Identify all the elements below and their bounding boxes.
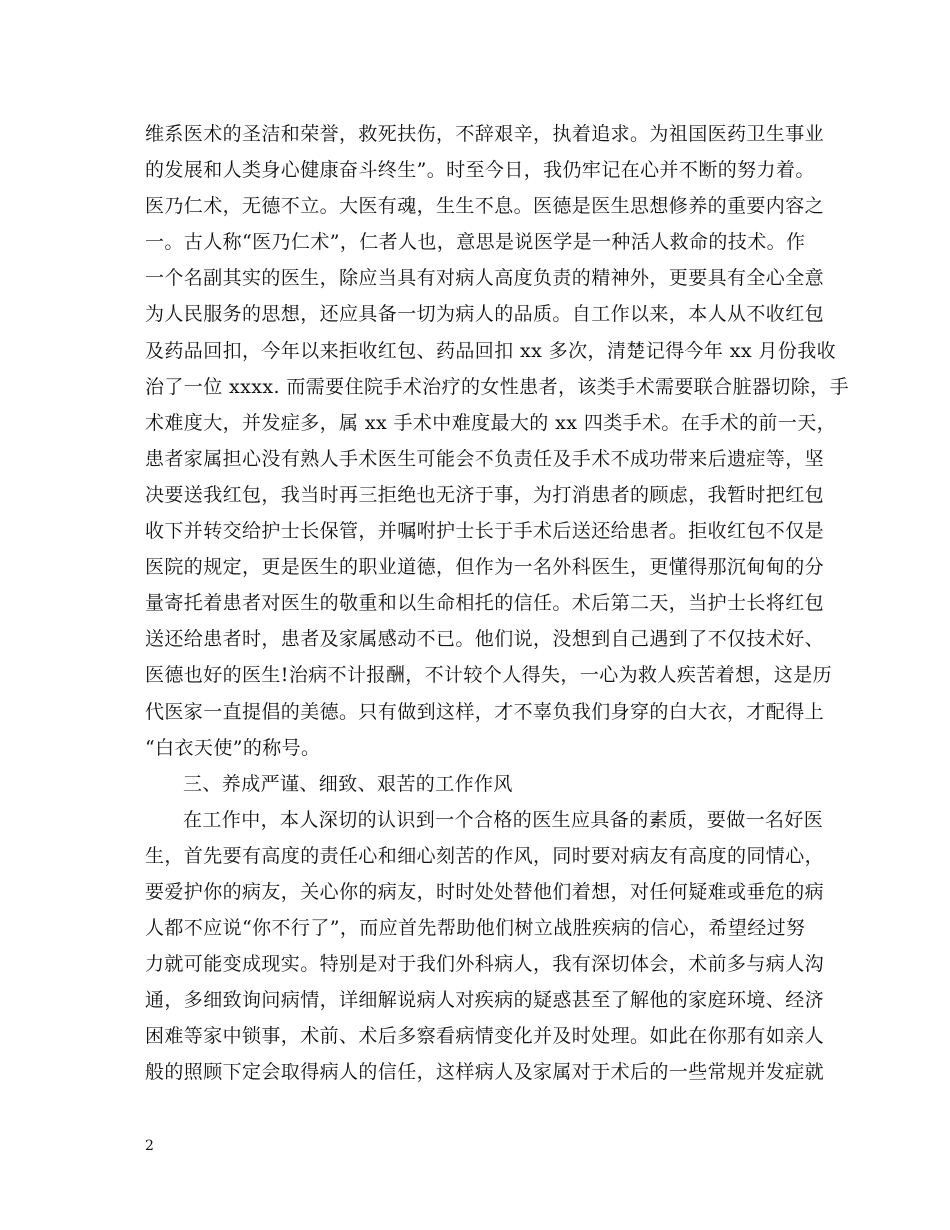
text-line: 维系医术的圣洁和荣誉，救死扶伤，不辞艰辛，执着追求。为祖国医药卫生事业 [145,123,825,145]
text-line: 医乃仁术，无德不立。大医有魂，生生不息。医德是医生思想修养的重要内容之 [145,195,825,218]
body-text [145,116,849,1091]
text-line: 在工作中，本人深切的认识到一个合格的医生应具备的素质，要做一名好医 [183,808,824,831]
text-line: 量寄托着患者对医生的敬重和以生命相托的信任。术后第二天，当护士长将红包 [145,592,825,615]
section-heading: 三、养成严谨、细致、艰苦的工作作风 [183,772,513,795]
text-line: 困难等家中锁事，术前、术后多察看病情变化并及时处理。如此在你那有如亲人 [145,1025,825,1048]
text-line: 生，首先要有高度的责任心和细心刻苦的作风，同时要对病友有高度的同情心， [145,844,825,867]
text-line: 的发展和人类身心健康奋斗终生”。时至今日，我仍牢记在心并不断的努力着。 [145,159,815,182]
text-line: 医德也好的医生!治病不计报酬，不计较个人得失，一心为救人疾苦着想，这是历 [145,664,833,687]
text-line: 通，多细致询问病情，详细解说病人对疾病的疑惑甚至了解他的家庭环境、经济 [145,989,825,1012]
text-line: 治了一位 xxxx. 而需要住院手术治疗的女性患者，该类手术需要联合脏器切除，手 [145,375,849,398]
text-line: 术难度大，并发症多，属 xx 手术中难度最大的 xx 四类手术。在手术的前一天， [145,411,837,434]
text-line: 一个名副其实的医生，除应当具有对病人高度负责的精神外，更要具有全心全意 [145,267,825,290]
text-line: 般的照顾下定会取得病人的信任，这样病人及家属对于术后的一些常规并发症就 [145,1061,825,1084]
text-line: “白衣天使”的称号。 [145,736,321,759]
text-line: 决要送我红包，我当时再三拒绝也无济于事，为打消患者的顾虑，我暂时把红包 [145,483,825,506]
text-line: 医院的规定，更是医生的职业道德，但作为一名外科医生，更懂得那沉甸甸的分 [145,556,825,579]
text-line: 代医家一直提倡的美德。只有做到这样，才不辜负我们身穿的白大衣，才配得上 [145,700,825,723]
text-line: 患者家属担心没有熟人手术医生可能会不负责任及手术不成功带来后遗症等，坚 [145,447,825,470]
text-line: 一。古人称“医乃仁术”，仁者人也，意思是说医学是一种活人救命的技术。作 [145,231,806,254]
text-line: 要爱护你的病友，关心你的病友，时时处处替他们着想，对任何疑难或垂危的病 [145,880,825,903]
text-line: 为人民服务的思想，还应具备一切为病人的品质。自工作以来，本人从不收红包 [145,303,825,326]
page-number: 2 [145,1138,154,1154]
text-line: 收下并转交给护士长保管，并嘱咐护士长于手术后送还给患者。拒收红包不仅是 [145,520,825,543]
text-line: 送还给患者时，患者及家属感动不已。他们说，没想到自己遇到了不仅技术好、 [145,628,825,651]
text-line: 人都不应说“你不行了”，而应首先帮助他们树立战胜疾病的信心，希望经过努 [145,917,806,940]
text-line: 力就可能变成现实。特别是对于我们外科病人，我有深切体会，术前多与病人沟 [145,953,825,976]
text-line: 及药品回扣，今年以来拒收红包、药品回扣 xx 多次，清楚记得今年 xx 月份我收 [145,339,837,362]
